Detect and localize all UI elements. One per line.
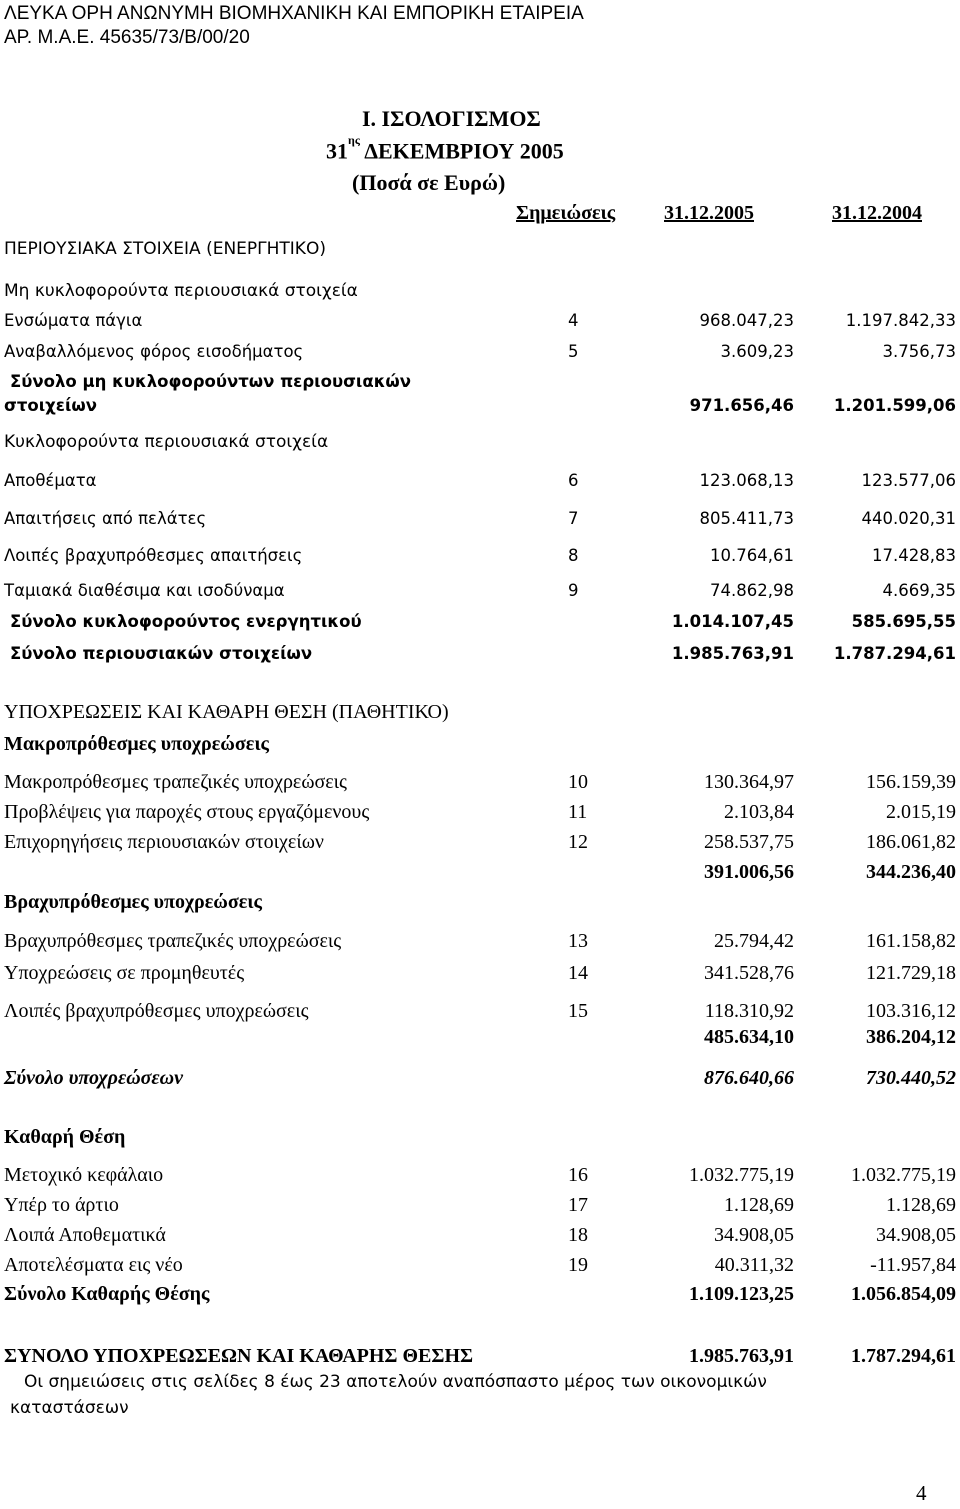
row-value-2004: 1.128,69 bbox=[886, 1194, 956, 1216]
col-header-2005: 31.12.2005 bbox=[664, 202, 754, 224]
noncurrent-assets-heading: Μη κυκλοφορούντα περιουσιακά στοιχεία bbox=[4, 281, 358, 301]
row-label: Αποτελέσματα εις νέο bbox=[4, 1254, 183, 1276]
row-note: 13 bbox=[568, 930, 588, 952]
row-note: 14 bbox=[568, 962, 588, 984]
row-value-2004: 156.159,39 bbox=[866, 771, 956, 793]
assets-heading: ΠΕΡΙΟΥΣΙΑΚΑ ΣΤΟΙΧΕΙΑ (ΕΝΕΡΓΗΤΙΚΟ) bbox=[4, 239, 326, 259]
row-note: 18 bbox=[568, 1224, 588, 1246]
row-value-2004: 34.908,05 bbox=[876, 1224, 956, 1246]
row-note: 15 bbox=[568, 1000, 588, 1022]
noncurrent-total-label-1: Σύνολο μη κυκλοφορούντων περιουσιακών bbox=[10, 372, 412, 391]
row-label: Ταμιακά διαθέσιμα και ισοδύναμα bbox=[4, 581, 285, 600]
statement-date-day: 31 bbox=[326, 138, 348, 164]
row-label: Λοιπές βραχυπρόθεσμες υποχρεώσεις bbox=[4, 1000, 309, 1022]
row-value-2005: 34.908,05 bbox=[714, 1224, 794, 1246]
row-label: Υποχρεώσεις σε προμηθευτές bbox=[4, 962, 245, 984]
current-total-2004: 585.695,55 bbox=[851, 612, 956, 631]
statement-currency: (Ποσά σε Ευρώ) bbox=[352, 170, 506, 195]
row-value-2005: 3.609,23 bbox=[720, 342, 794, 361]
row-value-2005: 40.311,32 bbox=[714, 1254, 794, 1276]
row-label: Απαιτήσεις από πελάτες bbox=[4, 509, 207, 528]
company-registry: ΑΡ. Μ.Α.Ε. 45635/73/Β/00/20 bbox=[4, 27, 250, 48]
long-term-heading: Μακροπρόθεσμες υποχρεώσεις bbox=[4, 733, 269, 755]
row-value-2005: 341.528,76 bbox=[704, 962, 794, 984]
row-value-2005: 74.862,98 bbox=[710, 581, 794, 600]
current-assets-heading: Κυκλοφορούντα περιουσιακά στοιχεία bbox=[4, 432, 329, 452]
row-label: Αναβαλλόμενος φόρος εισοδήματος bbox=[4, 342, 304, 361]
statement-date bbox=[326, 133, 564, 164]
row-note: 5 bbox=[568, 342, 579, 361]
row-value-2004: 161.158,82 bbox=[866, 930, 956, 952]
col-header-2004: 31.12.2004 bbox=[832, 202, 922, 224]
row-value-2004: 123.577,06 bbox=[861, 471, 956, 490]
long-term-total-2005: 391.006,56 bbox=[704, 861, 794, 883]
row-value-2004: 440.020,31 bbox=[861, 509, 956, 528]
row-note: 8 bbox=[568, 546, 579, 565]
footnote-line-1: Οι σημειώσεις στις σελίδες 8 έως 23 αποτελούν αναπόσπαστο μέρος των οικονομικών bbox=[24, 1372, 767, 1392]
current-total-2005: 1.014.107,45 bbox=[671, 612, 794, 631]
row-note: 19 bbox=[568, 1254, 588, 1276]
row-value-2005: 130.364,97 bbox=[704, 771, 794, 793]
current-total-label: Σύνολο κυκλοφορούντος ενεργητικού bbox=[10, 612, 362, 631]
row-value-2004: 1.032.775,19 bbox=[851, 1164, 956, 1186]
liabilities-total-label: Σύνολο υποχρεώσεων bbox=[4, 1067, 183, 1089]
row-label: Προβλέψεις για παροχές στους εργαζόμενους bbox=[4, 801, 370, 823]
row-value-2005: 1.128,69 bbox=[724, 1194, 794, 1216]
noncurrent-total-2004: 1.201.599,06 bbox=[833, 396, 956, 415]
row-value-2005: 968.047,23 bbox=[699, 311, 794, 330]
row-value-2005: 123.068,13 bbox=[699, 471, 794, 490]
short-term-total-2004: 386.204,12 bbox=[866, 1026, 956, 1048]
col-header-notes: Σημειώσεις bbox=[516, 202, 616, 224]
row-label: Βραχυπρόθεσμες τραπεζικές υποχρεώσεις bbox=[4, 930, 342, 952]
statement-date-rest: ΔΕΚΕΜΒΡΙΟΥ 2005 bbox=[364, 138, 564, 164]
liabilities-heading: ΥΠΟΧΡΕΩΣΕΙΣ ΚΑΙ ΚΑΘΑΡΗ ΘΕΣΗ (ΠΑΘΗΤΙΚΟ) bbox=[4, 701, 449, 723]
row-note: 16 bbox=[568, 1164, 588, 1186]
long-term-total-2004: 344.236,40 bbox=[866, 861, 956, 883]
row-value-2004: 1.197.842,33 bbox=[845, 311, 956, 330]
row-value-2004: 121.729,18 bbox=[866, 962, 956, 984]
assets-total-2004: 1.787.294,61 bbox=[833, 644, 956, 663]
grand-total-2005: 1.985.763,91 bbox=[689, 1345, 794, 1367]
row-label: Λοιπά Αποθεματικά bbox=[4, 1224, 166, 1246]
row-note: 12 bbox=[568, 831, 588, 853]
equity-total-2004: 1.056.854,09 bbox=[851, 1283, 956, 1305]
row-note: 7 bbox=[568, 509, 579, 528]
row-note: 11 bbox=[568, 801, 588, 823]
row-label: Μετοχικό κεφάλαιο bbox=[4, 1164, 164, 1186]
row-value-2005: 10.764,61 bbox=[710, 546, 794, 565]
page-number: 4 bbox=[916, 1481, 927, 1505]
row-value-2004: 2.015,19 bbox=[886, 801, 956, 823]
footnote-line-2: καταστάσεων bbox=[10, 1398, 129, 1418]
statement-title: Ι. ΙΣΟΛΟΓΙΣΜΟΣ bbox=[362, 106, 541, 131]
row-note: 4 bbox=[568, 311, 579, 330]
row-value-2005: 2.103,84 bbox=[724, 801, 794, 823]
row-value-2004: -11.957,84 bbox=[870, 1254, 956, 1276]
assets-total-label: Σύνολο περιουσιακών στοιχείων bbox=[10, 644, 313, 663]
row-value-2005: 25.794,42 bbox=[714, 930, 794, 952]
row-label: Ενσώματα πάγια bbox=[4, 311, 143, 330]
equity-heading: Καθαρή Θέση bbox=[4, 1126, 126, 1148]
row-label: Επιχορηγήσεις περιουσιακών στοιχείων bbox=[4, 831, 324, 853]
row-label: Αποθέματα bbox=[4, 471, 97, 490]
row-value-2004: 4.669,35 bbox=[882, 581, 956, 600]
company-name: ΛΕΥΚΑ ΟΡΗ ΑΝΩΝΥΜΗ ΒΙΟΜΗΧΑΝΙΚΗ ΚΑΙ ΕΜΠΟΡΙΚΗ ΕΤΑΙΡΕΙΑ bbox=[4, 3, 584, 24]
row-value-2004: 17.428,83 bbox=[872, 546, 956, 565]
row-value-2005: 258.537,75 bbox=[704, 831, 794, 853]
equity-total-2005: 1.109.123,25 bbox=[689, 1283, 794, 1305]
row-note: 10 bbox=[568, 771, 588, 793]
equity-total-label: Σύνολο Καθαρής Θέσης bbox=[4, 1283, 210, 1305]
row-value-2004: 103.316,12 bbox=[866, 1000, 956, 1022]
assets-total-2005: 1.985.763,91 bbox=[671, 644, 794, 663]
liabilities-total-2005: 876.640,66 bbox=[704, 1067, 794, 1089]
row-note: 17 bbox=[568, 1194, 588, 1216]
row-note: 9 bbox=[568, 581, 579, 600]
row-label: Λοιπές βραχυπρόθεσμες απαιτήσεις bbox=[4, 546, 303, 565]
row-note: 6 bbox=[568, 471, 579, 490]
row-value-2005: 805.411,73 bbox=[699, 509, 794, 528]
noncurrent-total-2005: 971.656,46 bbox=[689, 396, 794, 415]
short-term-heading: Βραχυπρόθεσμες υποχρεώσεις bbox=[4, 891, 262, 913]
row-label: Υπέρ το άρτιο bbox=[4, 1194, 119, 1216]
row-value-2005: 1.032.775,19 bbox=[689, 1164, 794, 1186]
row-value-2004: 186.061,82 bbox=[866, 831, 956, 853]
row-value-2005: 118.310,92 bbox=[704, 1000, 794, 1022]
liabilities-total-2004: 730.440,52 bbox=[866, 1067, 956, 1089]
row-label: Μακροπρόθεσμες τραπεζικές υποχρεώσεις bbox=[4, 771, 347, 793]
grand-total-label: ΣΥΝΟΛΟ ΥΠΟΧΡΕΩΣΕΩΝ ΚΑΙ ΚΑΘΑΡΗΣ ΘΕΣΗΣ bbox=[4, 1345, 474, 1367]
row-value-2004: 3.756,73 bbox=[882, 342, 956, 361]
short-term-total-2005: 485.634,10 bbox=[704, 1026, 794, 1048]
noncurrent-total-label-2: στοιχείων bbox=[4, 396, 97, 415]
statement-date-suffix: ης bbox=[348, 133, 360, 147]
grand-total-2004: 1.787.294,61 bbox=[851, 1345, 956, 1367]
